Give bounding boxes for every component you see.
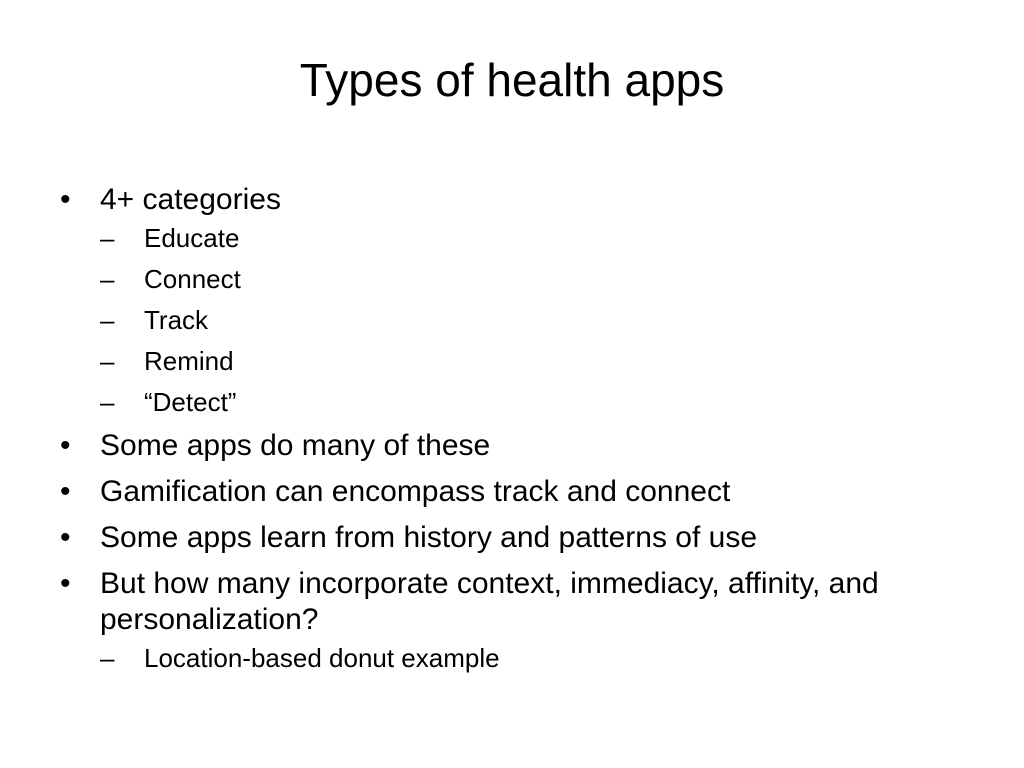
bullet-text: Gamification can encompass track and connect [100,475,731,508]
bullet-icon: • [60,475,71,508]
bullet-text: 4+ categories [100,183,281,216]
slide-title: Types of health apps [299,54,725,106]
sub-bullet-text: Connect [144,264,241,294]
sub-bullet-item [100,222,976,254]
sub-bullet-text: Track [144,305,209,335]
bullet-item [56,428,976,464]
dash-icon: – [100,223,115,253]
bullet-item [56,566,976,674]
sub-bullet-text: Remind [144,346,234,376]
sub-bullet-item [100,386,976,418]
sub-bullet-list [100,222,976,418]
dash-icon: – [100,346,115,376]
sub-bullet-text: Location-based donut example [144,643,500,673]
sub-bullet-list [100,642,976,674]
dash-icon: – [100,305,115,335]
bullet-item [56,520,976,556]
bullet-list [56,176,976,674]
bullet-item [56,182,976,418]
bullet-icon: • [60,429,71,462]
sub-bullet-item [100,304,976,336]
dash-icon: – [100,387,115,417]
bullet-icon: • [60,521,71,554]
bullet-text: Some apps learn from history and patterns of use [100,521,758,554]
sub-bullet-text: Educate [144,223,240,253]
bullet-text: But how many incorporate context, immediacy, affinity, and personalization? [100,567,879,636]
dash-icon: – [100,643,115,673]
sub-bullet-item [100,345,976,377]
sub-bullet-item [100,263,976,295]
bullet-item [56,474,976,510]
sub-bullet-item [100,642,976,674]
bullet-icon: • [60,567,71,600]
bullet-text: Some apps do many of these [100,429,491,462]
dash-icon: – [100,264,115,294]
bullet-icon: • [60,183,71,216]
sub-bullet-text: “Detect” [144,387,237,417]
